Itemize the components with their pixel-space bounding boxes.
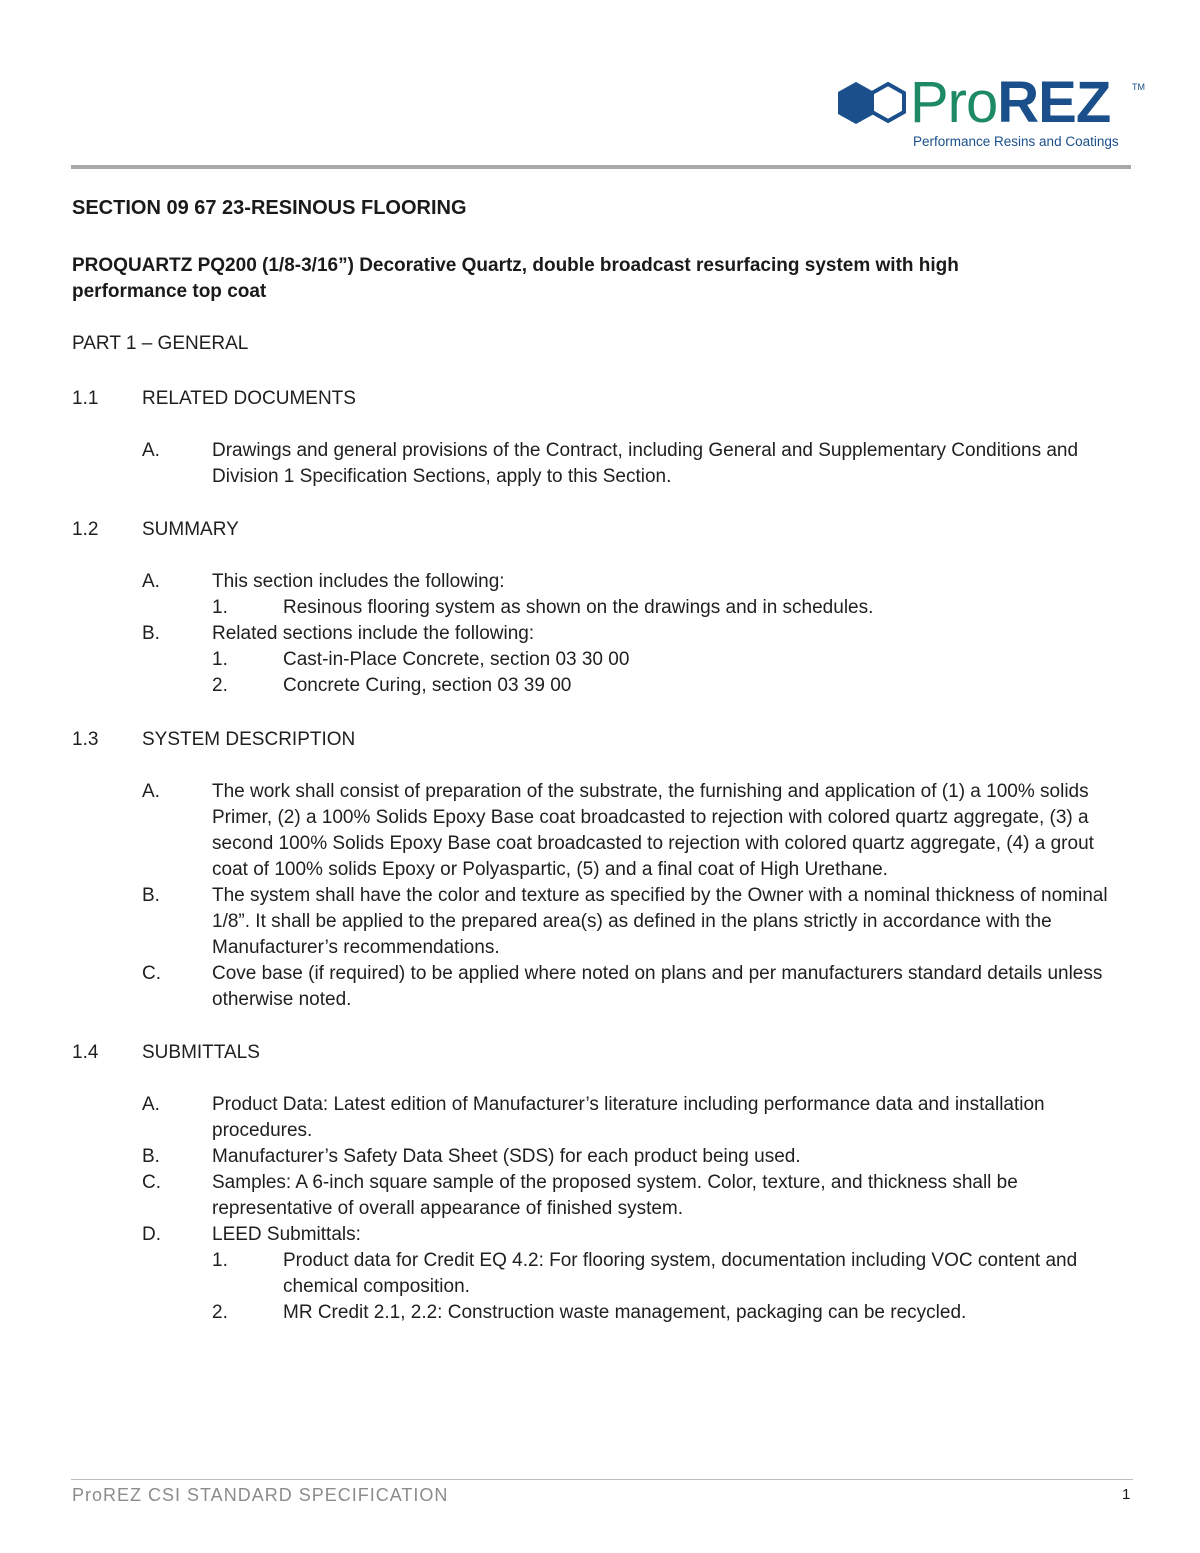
article-number: 1.3 xyxy=(72,729,99,750)
product-title: PROQUARTZ PQ200 (1/8-3/16”) Decorative Quartz, double broadcast resurfacing system with high performance top coat xyxy=(72,255,959,302)
sub-number: 2. xyxy=(212,1302,228,1323)
item-letter: A. xyxy=(142,781,160,802)
item-text: The work shall consist of preparation of the substrate, the furnishing and application of (1) a 100% solids Primer, (2) a 100% Solids Epoxy Base coat broadcasted to rejection with colored quartz aggregate, (3) a second 100% Solids Epoxy Base coat broadcasted to rejection with colored quartz aggregate, (4) a grout coat of 100% solids Epoxy or Polyaspartic, (5) and a final coat of High Urethane. xyxy=(212,781,1094,880)
sub-item xyxy=(212,647,1132,673)
article-title: SUBMITTALS xyxy=(142,1042,260,1063)
sub-text: MR Credit 2.1, 2.2: Construction waste management, packaging can be recycled. xyxy=(283,1302,967,1323)
section-title: SECTION 09 67 23-RESINOUS FLOORING xyxy=(72,197,467,219)
logo-tagline: Performance Resins and Coatings xyxy=(913,134,1119,149)
footer-text: ProREZ CSI STANDARD SPECIFICATION xyxy=(72,1485,449,1505)
sub-number: 1. xyxy=(212,597,228,618)
item-letter: B. xyxy=(142,1146,160,1167)
article-number: 1.4 xyxy=(72,1042,99,1063)
list-item xyxy=(142,1222,1132,1248)
item-letter: A. xyxy=(142,1094,160,1115)
item-text: Cove base (if required) to be applied where noted on plans and per manufacturers standard details unless otherwise noted. xyxy=(212,963,1103,1010)
list-item xyxy=(142,1092,1132,1144)
item-letter: D. xyxy=(142,1224,161,1245)
list-item xyxy=(142,438,1132,490)
sub-text: Resinous flooring system as shown on the drawings and in schedules. xyxy=(283,597,874,618)
article-title: SUMMARY xyxy=(142,519,239,540)
article-number: 1.2 xyxy=(72,519,99,540)
item-text: Drawings and general provisions of the Contract, including General and Supplementary Conditions and Division 1 Specification Sections, apply to this Section. xyxy=(212,440,1079,487)
article-title: SYSTEM DESCRIPTION xyxy=(142,729,356,750)
item-letter: C. xyxy=(142,1172,161,1193)
list-item xyxy=(142,1144,1132,1170)
sub-item xyxy=(212,595,1132,621)
item-letter: B. xyxy=(142,623,160,644)
sub-text: Product data for Credit EQ 4.2: For flooring system, documentation including VOC content and chemical composition. xyxy=(283,1250,1078,1297)
sub-item xyxy=(212,1248,1132,1300)
sub-number: 1. xyxy=(212,1250,228,1271)
sub-item xyxy=(212,1300,1132,1326)
item-letter: B. xyxy=(142,885,160,906)
footer-divider xyxy=(71,1479,1133,1480)
item-text: Samples: A 6-inch square sample of the proposed system. Color, texture, and thickness shall be representative of overall appearance of finished system. xyxy=(212,1172,1018,1219)
item-text: Product Data: Latest edition of Manufacturer’s literature including performance data and installation procedures. xyxy=(212,1094,1045,1141)
item-text: This section includes the following: xyxy=(212,571,505,592)
list-item xyxy=(142,1170,1132,1222)
logo-wordmark: ProREZ xyxy=(910,70,1111,135)
article-title: RELATED DOCUMENTS xyxy=(142,388,356,409)
part-heading: PART 1 – GENERAL xyxy=(72,333,249,354)
item-letter: A. xyxy=(142,571,160,592)
sub-text: Cast-in-Place Concrete, section 03 30 00 xyxy=(283,649,630,670)
sub-text: Concrete Curing, section 03 39 00 xyxy=(283,675,572,696)
logo-trademark: TM xyxy=(1132,82,1145,92)
list-item xyxy=(142,883,1132,961)
item-letter: C. xyxy=(142,963,161,984)
article-number: 1.1 xyxy=(72,388,99,409)
list-item xyxy=(142,621,1132,647)
sub-item xyxy=(212,673,1132,699)
item-text: Related sections include the following: xyxy=(212,623,535,644)
list-item xyxy=(142,779,1132,883)
header-divider xyxy=(71,165,1131,169)
sub-number: 2. xyxy=(212,675,228,696)
prorez-logo xyxy=(836,70,1148,156)
item-letter: A. xyxy=(142,440,160,461)
page-number: 1 xyxy=(1122,1486,1131,1503)
list-item xyxy=(142,569,1132,595)
sub-number: 1. xyxy=(212,649,228,670)
item-text: Manufacturer’s Safety Data Sheet (SDS) for each product being used. xyxy=(212,1146,801,1167)
item-text: The system shall have the color and texture as specified by the Owner with a nominal thickness of nominal 1/8”. It shall be applied to the prepared area(s) as defined in the plans strictly in accordance with the Manufacturer’s recommendations. xyxy=(212,885,1108,958)
list-item xyxy=(142,961,1132,1013)
item-text: LEED Submittals: xyxy=(212,1224,361,1245)
hexagon-logo-icon xyxy=(836,78,908,134)
